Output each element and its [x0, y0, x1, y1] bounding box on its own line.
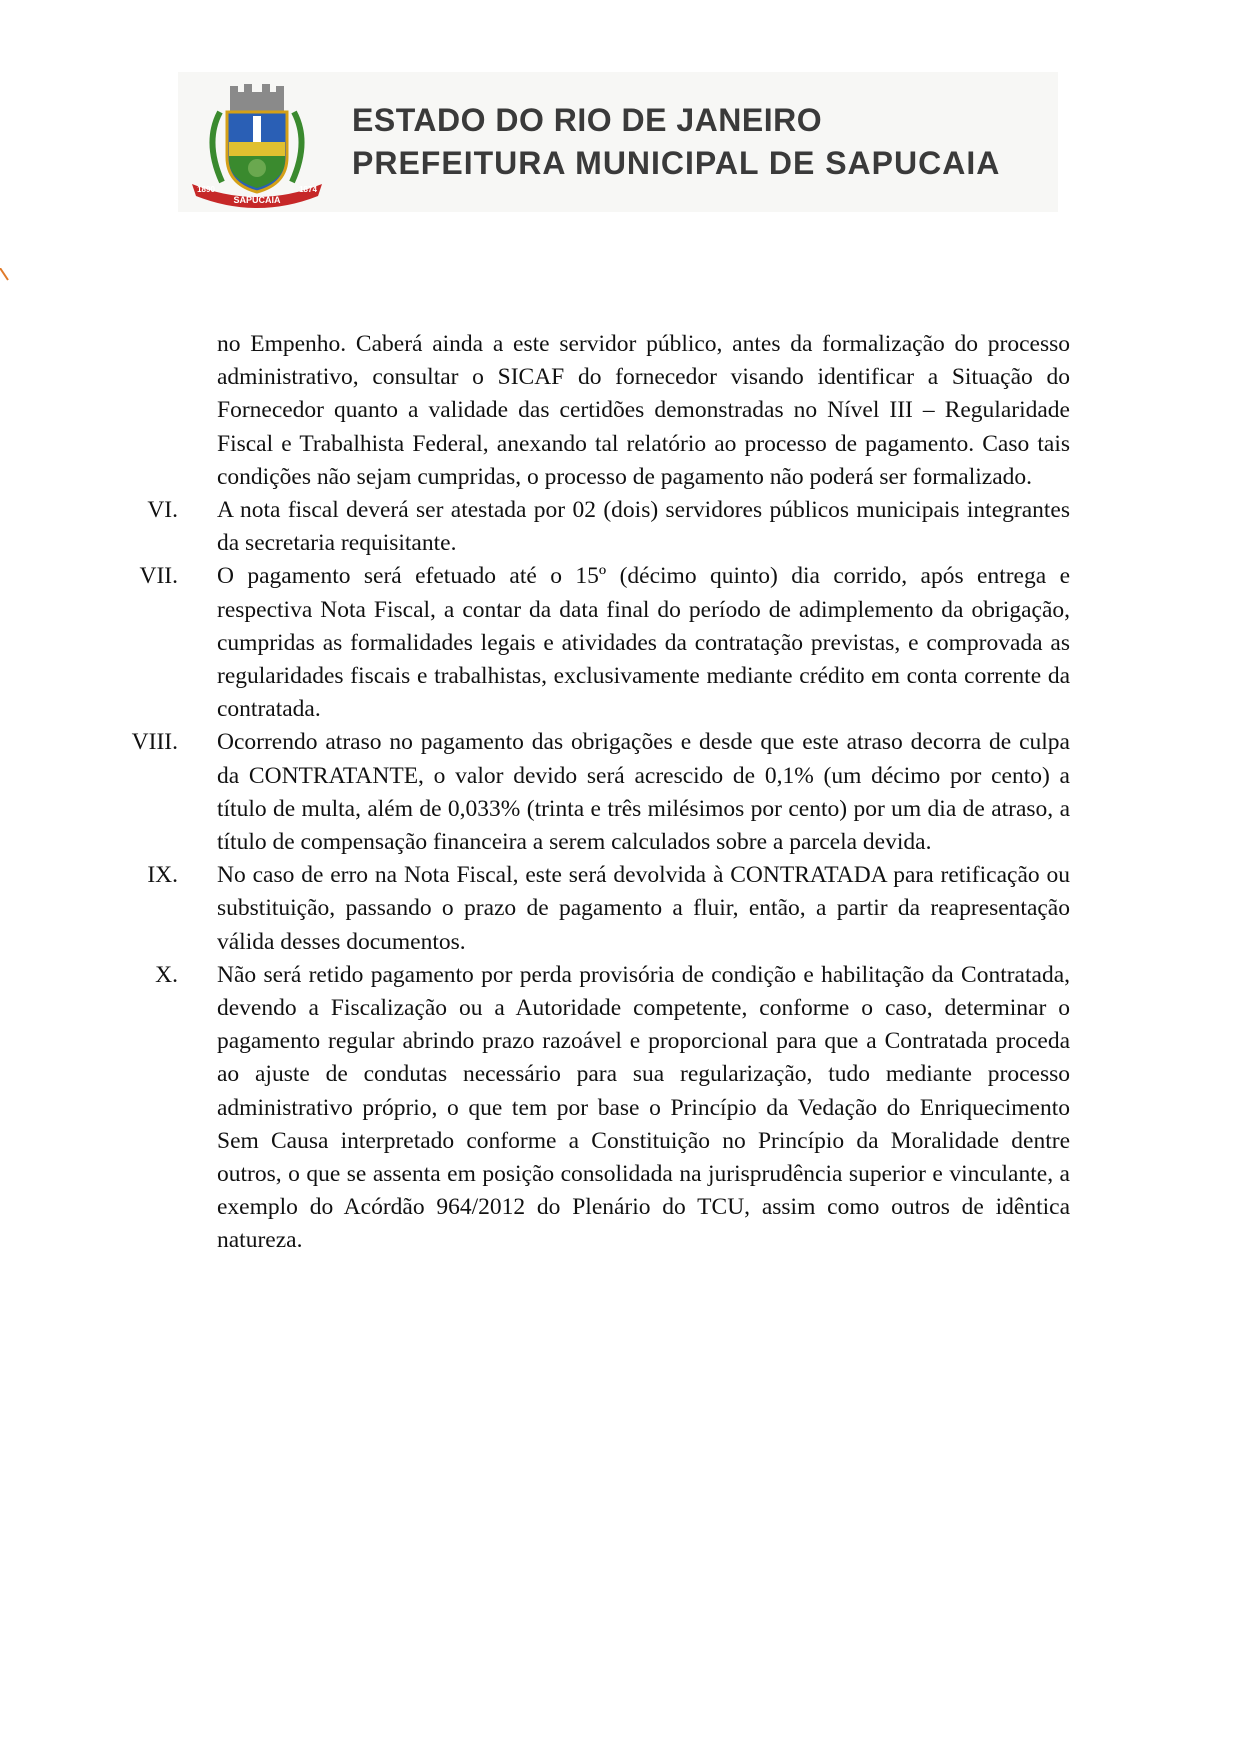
- item-number: VIII.: [131, 729, 178, 756]
- item-text: Não será retido pagamento por perda provisória de condição e habilitação da Contratada, devendo a Fiscalização ou a Autoridade competente, conforme o caso, determinar o pagamento regular abrindo prazo razoável e proporcional para que a Contratada proceda ao ajuste de condutas necessário para sua regularização, tudo mediante processo administrativo próprio, o que tem por base o Princípio da Vedação do Enriquecimento Sem Causa interpretado conforme a Constituição no Princípio da Moralidade dentre outros, o que se assenta em posição consolidada na jurisprudência superior e vinculante, a exemplo do Acórdão 964/2012 do Plenário do TCU, assim como outros de idêntica natureza.: [217, 961, 1070, 1254]
- list-item-x: [120, 959, 1070, 1258]
- item-text: A nota fiscal deverá ser atestada por 02 (dois) servidores públicos municipais integrantes da secretaria requisitante.: [217, 497, 1070, 557]
- list-item-vi: [120, 494, 1070, 560]
- document-body: [120, 328, 1070, 1258]
- svg-text:1874: 1874: [299, 185, 317, 194]
- item-text: O pagamento será efetuado até o 15º (décimo quinto) dia corrido, após entrega e respectiva Nota Fiscal, a contar da data final do período de adimplemento da obrigação, cumpridas as formalidades legais e atividades da contratação previstas, e comprovada as regularidades fiscais e trabalhistas, exclusivamente mediante crédito em conta corrente da contratada.: [217, 563, 1070, 723]
- header-municipality-name: PREFEITURA MUNICIPAL DE SAPUCAIA: [352, 145, 1001, 181]
- item-number: VI.: [147, 497, 178, 524]
- item-number: IX.: [147, 862, 178, 889]
- item-number: VII.: [139, 563, 178, 590]
- municipal-coat-of-arms-icon: [182, 72, 332, 212]
- crest-ribbon-text: SAPUCAIA: [233, 195, 281, 205]
- list-item-vii: [120, 560, 1070, 726]
- letterhead: [178, 72, 1058, 212]
- svg-text:1890: 1890: [197, 185, 215, 194]
- item-text: No caso de erro na Nota Fiscal, este será devolvida à CONTRATADA para retificação ou substituição, passando o prazo de pagamento a fluir, então, a partir da reapresentação válida desses documentos.: [217, 862, 1070, 955]
- list-item-ix: [120, 859, 1070, 959]
- page-corner-mark: [0, 268, 10, 282]
- list-item-viii: [120, 726, 1070, 859]
- header-state-name: ESTADO DO RIO DE JANEIRO: [352, 102, 823, 138]
- intro-paragraph: no Empenho. Caberá ainda a este servidor público, antes da formalização do processo administrativo, consultar o SICAF do fornecedor visando identificar a Situação do Fornecedor quanto a validade das certidões demonstradas no Nível III – Regularidade Fiscal e Trabalhista Federal, anexando tal relatório ao processo de pagamento. Caso tais condições não sejam cumpridas, o processo de pagamento não poderá ser formalizado.: [217, 331, 1070, 490]
- item-number: X.: [155, 961, 178, 988]
- item-text: Ocorrendo atraso no pagamento das obrigações e desde que este atraso decorra de culpa da CONTRATANTE, o valor devido será acrescido de 0,1% (um décimo por cento) a título de multa, além de 0,033% (trinta e três milésimos por cento) por um dia de atraso, a título de compensação financeira a serem calculados sobre a parcela devida.: [217, 729, 1070, 856]
